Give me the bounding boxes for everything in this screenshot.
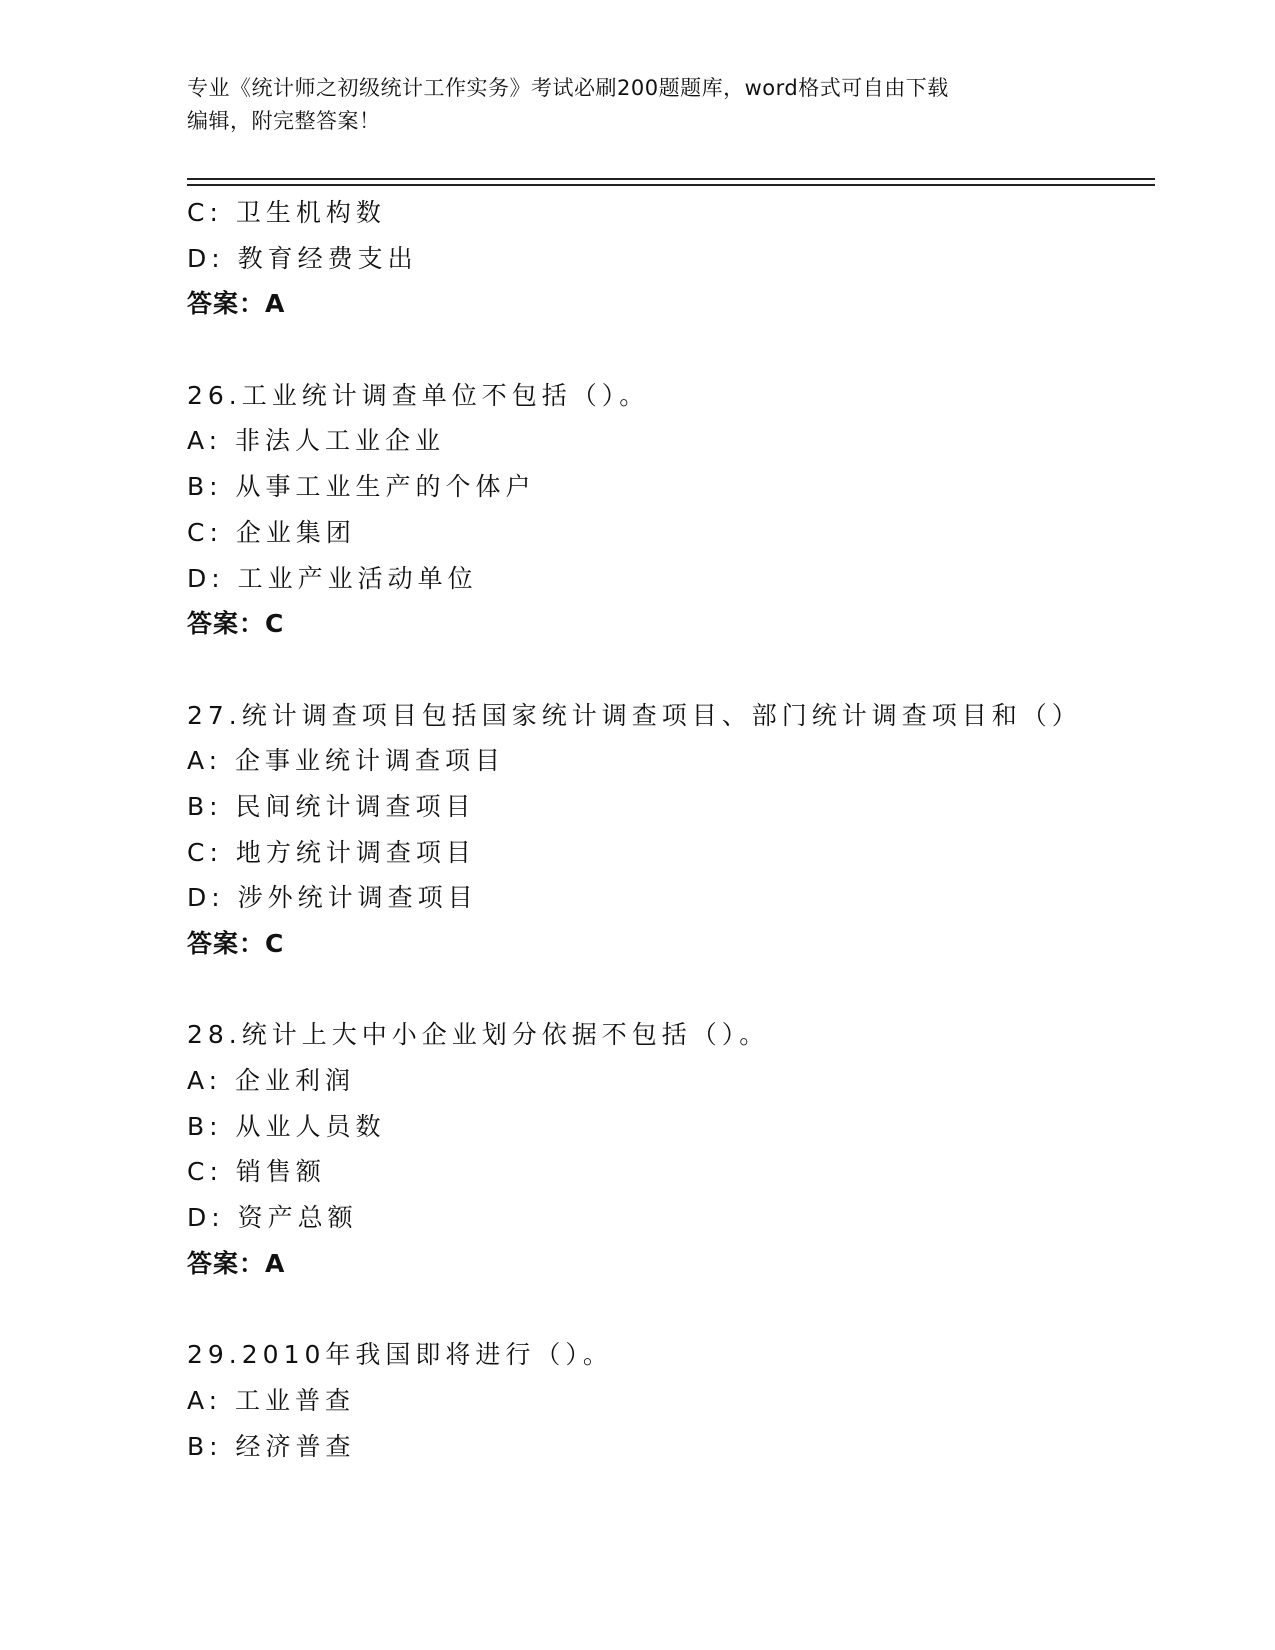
question-list [187, 190, 1147, 1469]
header-divider-bottom [187, 184, 1155, 186]
option-d: D: 工业产业活动单位 [187, 563, 478, 593]
spacer [187, 1287, 1147, 1333]
option-b: B: 民间统计调查项目 [187, 791, 476, 821]
question-stem: 26.工业统计调查单位不包括（）。 [187, 380, 650, 410]
question-stem: 27.统计调查项目包括国家统计调查项目、部门统计调查项目和（） [187, 700, 1082, 730]
option-b: B: 经济普查 [187, 1431, 356, 1461]
spacer [187, 967, 1147, 1013]
option-a: A: 企业利润 [187, 1066, 356, 1096]
answer: 答案：A [187, 289, 286, 319]
question-stem: 28.统计上大中小企业划分依据不包括（）。 [187, 1020, 770, 1050]
question-29 [187, 1332, 1147, 1469]
option-b: B: 从业人员数 [187, 1111, 386, 1141]
option-c: C: 销售额 [187, 1157, 326, 1187]
option-d: D: 教育经费支出 [187, 243, 418, 273]
option-a: A: 企事业统计调查项目 [187, 746, 506, 776]
option-c: C: 卫生机构数 [187, 198, 386, 227]
header-line-2: 编辑，附完整答案！ [187, 109, 381, 133]
option-b: B: 从事工业生产的个体户 [187, 472, 536, 502]
question-27 [187, 693, 1147, 967]
header-divider-top [187, 178, 1155, 180]
question-25-tail [187, 190, 1147, 327]
question-28 [187, 1012, 1147, 1286]
answer: 答案：A [187, 1248, 286, 1278]
option-a: A: 非法人工业企业 [187, 426, 446, 456]
question-26 [187, 373, 1147, 647]
header-line-1: 专业《统计师之初级统计工作实务》考试必刷200题题库，word格式可自由下载 [187, 76, 949, 100]
answer: 答案：C [187, 929, 285, 958]
spacer [187, 647, 1147, 693]
spacer [187, 327, 1147, 373]
option-d: D: 资产总额 [187, 1203, 358, 1233]
option-c: C: 企业集团 [187, 517, 356, 547]
question-stem: 29.2010年我国即将进行（）。 [187, 1340, 613, 1370]
document-header [187, 72, 1087, 138]
answer: 答案：C [187, 609, 285, 639]
option-c: C: 地方统计调查项目 [187, 837, 476, 867]
option-a: A: 工业普查 [187, 1385, 356, 1415]
option-d: D: 涉外统计调查项目 [187, 883, 478, 913]
